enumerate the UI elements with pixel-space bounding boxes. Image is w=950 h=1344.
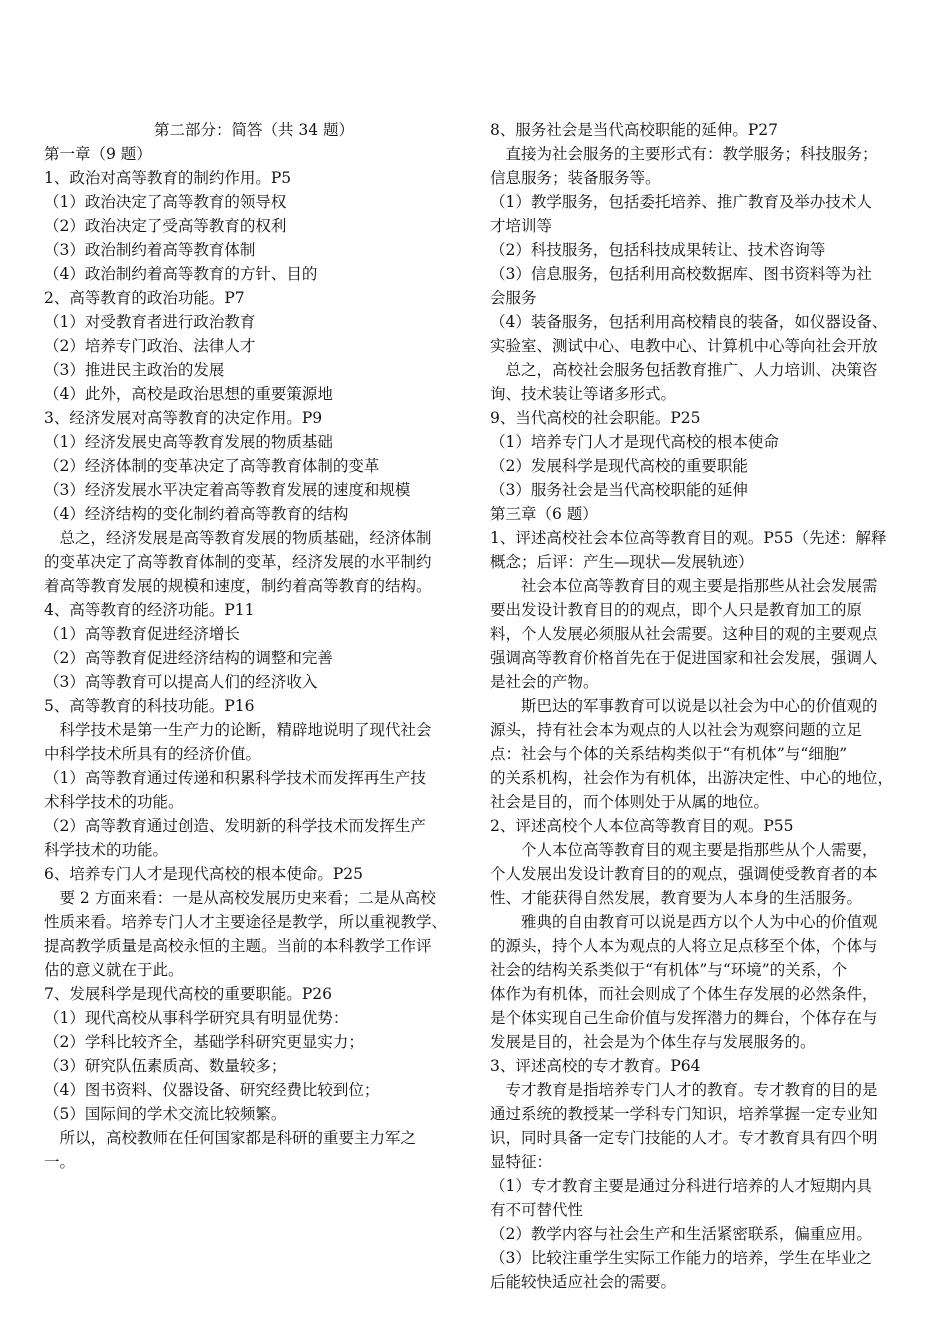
right-column-text-line: 8、服务社会是当代高校职能的延伸。P27: [490, 121, 779, 139]
right-column-text-line: （3）信息服务，包括利用高校数据库、图书资料等为社: [490, 265, 872, 283]
left-column-text-line: （5）国际间的学术交流比较频繁。: [44, 1105, 287, 1123]
right-column-text-line: （3）服务社会是当代高校职能的延伸: [490, 481, 748, 499]
right-column-text-line: 斯巴达的军事教育可以说是以社会为中心的价值观的: [490, 697, 878, 715]
left-column-text-line: 3、经济发展对高等教育的决定作用。P9: [44, 409, 323, 427]
right-column: [490, 118, 910, 1294]
right-column-text-line: 有不可替代性: [490, 1201, 584, 1219]
right-column-text-line: 3、评述高校的专才教育。P64: [490, 1057, 701, 1075]
left-column-text-line: 所以，高校教师在任何国家都是科研的重要主力军之: [44, 1129, 417, 1147]
right-column-text-line: 是个体实现自己生命价值与发挥潜力的舞台，个体存在与: [490, 1009, 878, 1027]
left-column-text-line: 第一章（9 题）: [44, 145, 152, 163]
right-column-text-line: （3）比较注重学生实际工作能力的培养，学生在毕业之: [490, 1249, 872, 1267]
right-column-text-line: 社会本位高等教育目的观主要是指那些从社会发展需: [490, 577, 878, 595]
left-column-text-line: 7、发展科学是现代高校的重要职能。P26: [44, 985, 333, 1003]
right-column-text-line: 1、评述高校社会本位高等教育目的观。P55（先述：解释: [490, 529, 887, 547]
right-column-text-line: 显特征：: [490, 1153, 553, 1171]
right-column-text-line: 社会是目的，而个体则处于从属的地位。: [490, 793, 770, 811]
right-column-text-line: 9、当代高校的社会职能。P25: [490, 409, 701, 427]
right-column-text-line: （2）科技服务，包括科技成果转让、技术咨询等: [490, 241, 826, 259]
left-column-text-line: 科学技术的功能。: [44, 841, 169, 859]
left-column-text-line: 科学技术是第一生产力的论断，精辟地说明了现代社会: [44, 721, 432, 739]
left-column-text-line: 的变革决定了高等教育体制的变革，经济发展的水平制约: [44, 553, 432, 571]
left-column-text-line: 着高等教育发展的规模和速度，制约着高等教育的结构。: [44, 577, 432, 595]
left-column-text-line: （3）政治制约着高等教育体制: [44, 241, 256, 259]
right-column-text-line: 的源头，持个人本为观点的人将立足点移至个体，个体与: [490, 937, 878, 955]
left-column-text-line: （3）推进民主政治的发展: [44, 361, 225, 379]
right-column-text-line: （1）专才教育主要是通过分科进行培养的人才短期内具: [490, 1177, 872, 1195]
right-column-text-line: 会服务: [490, 289, 537, 307]
left-column-text-line: （1）经济发展史高等教育发展的物质基础: [44, 433, 333, 451]
right-column-text-line: 实验室、测试中心、电教中心、计算机中心等向社会开放: [490, 337, 878, 355]
right-column-text-line: 通过系统的教授某一学科专门知识，培养掌握一定专业知: [490, 1105, 878, 1123]
left-column-text-line: 提高教学质量是高校永恒的主题。当前的本科教学工作评: [44, 937, 432, 955]
left-column-text-line: （2）经济体制的变革决定了高等教育体制的变革: [44, 457, 380, 475]
right-column-text-line: 才培训等: [490, 217, 553, 235]
right-column-text-line: 后能较快适应社会的需要。: [490, 1273, 677, 1291]
left-column-text-line: （4）经济结构的变化制约着高等教育的结构: [44, 505, 349, 523]
left-column-text-line: （3）经济发展水平决定着高等教育发展的速度和规模: [44, 481, 411, 499]
right-column-text-line: 识，同时具备一定专门技能的人才。专才教育具有四个明: [490, 1129, 878, 1147]
right-column-text-line: 体作为有机体，而社会则成了个体生存发展的必然条件，: [490, 985, 878, 1003]
right-column-text-line: 料，个人发展必须服从社会需要。这种目的观的主要观点: [490, 625, 878, 643]
left-column-text-line: （4）此外，高校是政治思想的重要策源地: [44, 385, 333, 403]
left-column-text-line: 估的意义就在于此。: [44, 961, 184, 979]
right-column-text-line: 源头，持有社会本为观点的人以社会为观察问题的立足: [490, 721, 863, 739]
left-column-text-line: （2）高等教育促进经济结构的调整和完善: [44, 649, 333, 667]
right-column-text-line: 询、技术装让等诸多形式。: [490, 385, 677, 403]
left-column-text-line: （3）高等教育可以提高人们的经济收入: [44, 673, 318, 691]
right-column-text-line: （1）培养专门人才是现代高校的根本使命: [490, 433, 779, 451]
left-column-text-line: 总之，经济发展是高等教育发展的物质基础，经济体制: [44, 529, 432, 547]
left-column-text-line: 6、培养专门人才是现代高校的根本使命。P25: [44, 865, 364, 883]
left-column-text-line: （1）高等教育通过传递和积累科学技术而发挥再生产技: [44, 769, 426, 787]
right-column-text-line: 发展是目的，社会是为个体生存与发展服务的。: [490, 1033, 816, 1051]
right-column-text-line: （2）教学内容与社会生产和生活紧密联系，偏重应用。: [490, 1225, 872, 1243]
right-column-text-line: 是社会的产物。: [490, 673, 599, 691]
right-column-text-line: 第三章（6 题）: [490, 505, 598, 523]
left-column-text-line: 一。: [44, 1153, 76, 1171]
right-column-text-line: 点：社会与个体的关系结构类似于“有机体”与“细胞”: [490, 745, 848, 763]
left-column-text-line: 第二部分：简答（共 34 题）: [153, 121, 355, 139]
right-column-text-line: 要出发设计教育目的的观点，即个人只是教育加工的原: [490, 601, 863, 619]
left-column-text-line: （1）政治决定了高等教育的领导权: [44, 193, 287, 211]
left-column-text-line: （2）培养专门政治、法律人才: [44, 337, 256, 355]
right-column-text-line: 的关系机构，社会作为有机体，出游决定性、中心的地位，: [490, 769, 894, 787]
right-column-text-line: （4）装备服务，包括利用高校精良的装备，如仪器设备、: [490, 313, 888, 331]
right-column-text-line: 总之，高校社会服务包括教育推广、人力培训、决策咨: [490, 361, 878, 379]
right-column-text-line: 性、才能获得自然发展，教育要为人本身的生活服务。: [490, 889, 863, 907]
left-column-text-line: （4）政治制约着高等教育的方针、目的: [44, 265, 318, 283]
right-column-text-line: 雅典的自由教育可以说是西方以个人为中心的价值观: [490, 913, 878, 931]
right-column-text-line: 社会的结构关系类似于“有机体”与“环境”的关系，个: [490, 961, 848, 979]
left-column-text-line: 2、高等教育的政治功能。P7: [44, 289, 245, 307]
right-column-text-line: 2、评述高校个人本位高等教育目的观。P55: [490, 817, 794, 835]
right-column-text-line: 概念；后评：产生—现状—发展轨迹）: [490, 553, 754, 571]
left-column-text-line: （4）图书资料、仪器设备、研究经费比较到位；: [44, 1081, 380, 1099]
left-column-text-line: （3）研究队伍素质高、数量较多；: [44, 1057, 287, 1075]
left-column-text-line: 要 2 方面来看：一是从高校发展历史来看；二是从高校: [44, 889, 436, 907]
left-column-text-line: （2）政治决定了受高等教育的权利: [44, 217, 287, 235]
left-column-text-line: 中科学技术所具有的经济价值。: [44, 745, 262, 763]
right-column-text-line: （1）教学服务，包括委托培养、推广教育及举办技术人: [490, 193, 872, 211]
left-column-text-line: （2）高等教育通过创造、发明新的科学技术而发挥生产: [44, 817, 426, 835]
left-column-text-line: （1）现代高校从事科学研究具有明显优势：: [44, 1009, 349, 1027]
left-column-text-line: 4、高等教育的经济功能。P11: [44, 601, 255, 619]
right-column-text-line: 信息服务；装备服务等。: [490, 169, 661, 187]
left-column: [44, 118, 464, 1174]
right-column-text-line: 个人本位高等教育目的观主要是指那些从个人需要，: [490, 841, 878, 859]
left-column-text-line: 性质来看。培养专门人才主要途径是教学，所以重视教学、: [44, 913, 448, 931]
right-column-text-line: 专才教育是指培养专门人才的教育。专才教育的目的是: [490, 1081, 878, 1099]
right-column-text-line: （2）发展科学是现代高校的重要职能: [490, 457, 748, 475]
left-column-text-line: 1、政治对高等教育的制约作用。P5: [44, 169, 292, 187]
right-column-text-line: 个人发展出发设计教育目的的观点，强调使受教育者的本: [490, 865, 878, 883]
right-column-text-line: 强调高等教育价格首先在于促进国家和社会发展，强调人: [490, 649, 878, 667]
left-column-text-line: （2）学科比较齐全，基础学科研究更显实力；: [44, 1033, 364, 1051]
right-column-text-line: 直接为社会服务的主要形式有：教学服务；科技服务；: [490, 145, 878, 163]
left-column-text-line: （1）高等教育促进经济增长: [44, 625, 240, 643]
left-column-text-line: （1）对受教育者进行政治教育: [44, 313, 256, 331]
left-column-text-line: 术科学技术的功能。: [44, 793, 184, 811]
left-column-text-line: 5、高等教育的科技功能。P16: [44, 697, 255, 715]
